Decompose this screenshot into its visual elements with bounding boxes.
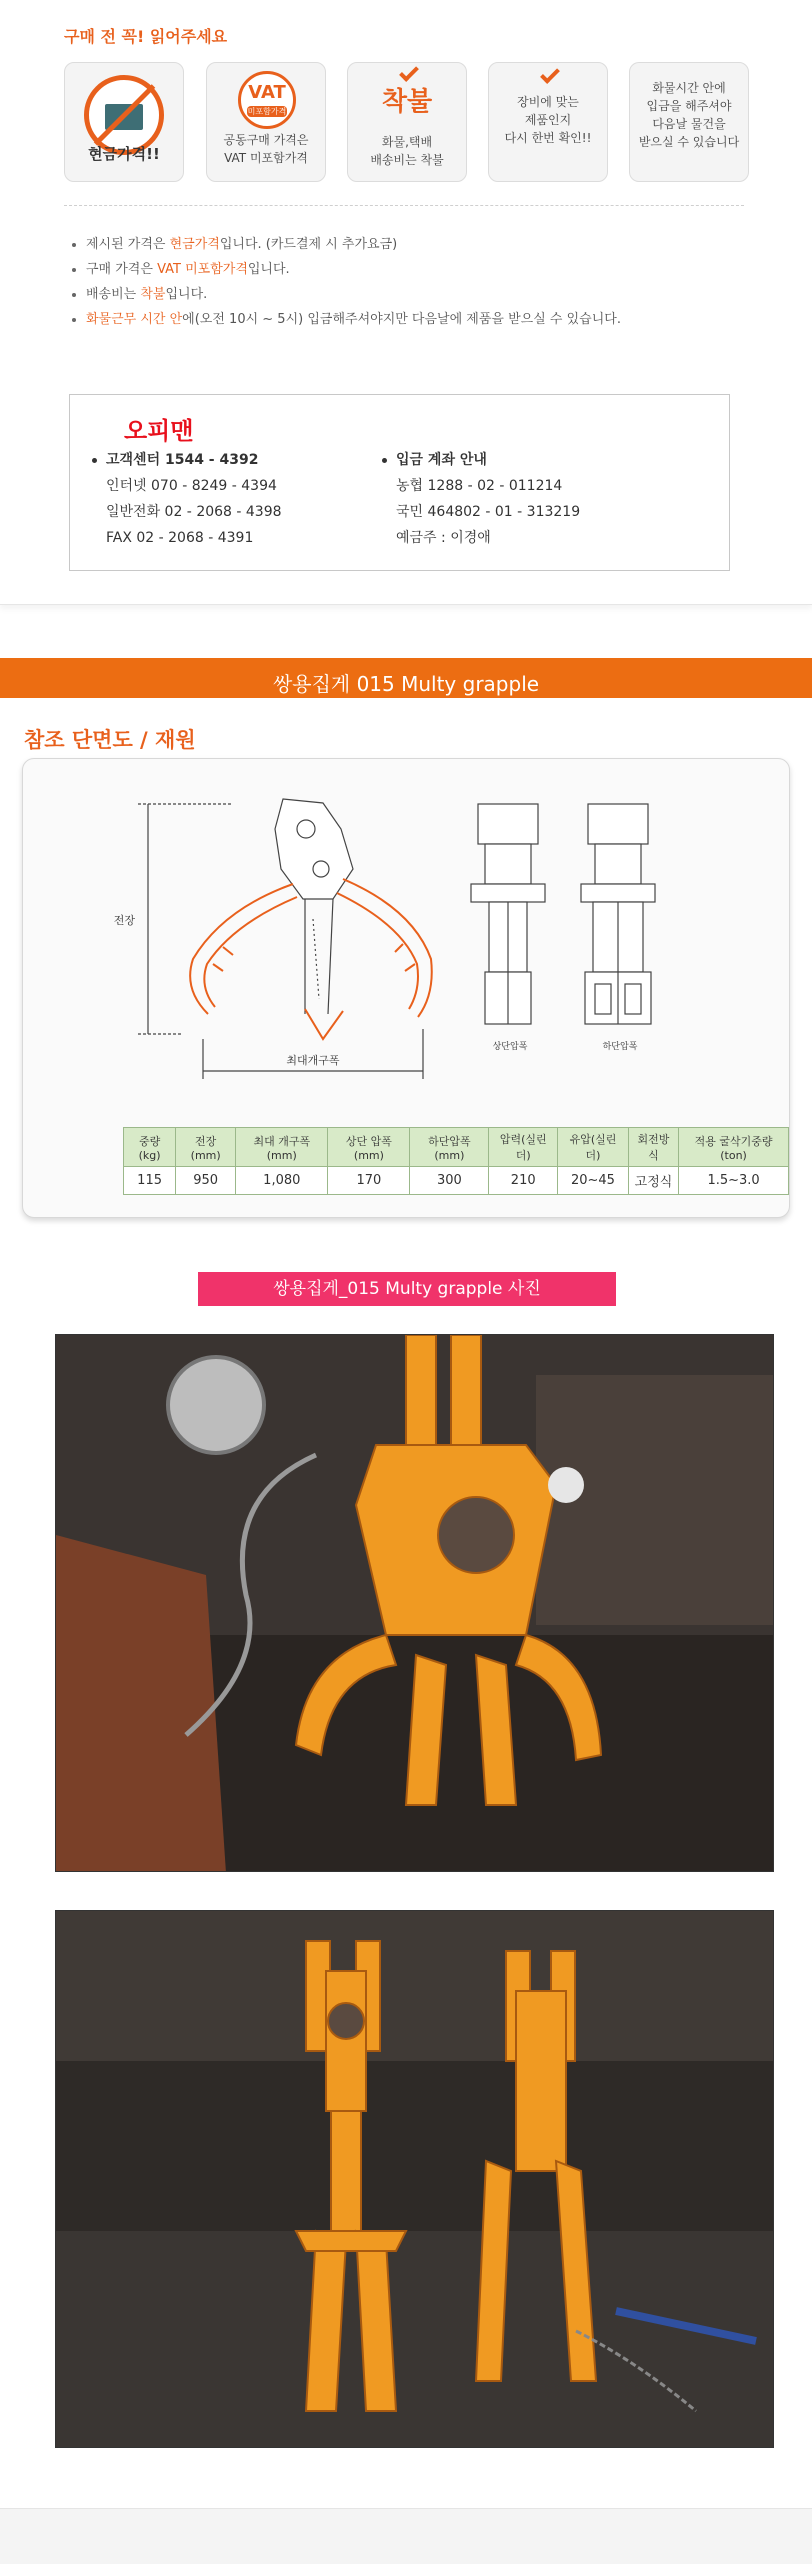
vat-line1: 공동구매 가격은 xyxy=(223,133,309,147)
spec-header: 회전방식 xyxy=(628,1128,678,1167)
spec-header: 중량(kg) xyxy=(124,1128,176,1167)
page-footer-band xyxy=(0,2508,812,2564)
spec-header: 하단압폭(mm) xyxy=(410,1128,489,1167)
customer-center-info xyxy=(106,447,282,551)
deposit-time-card xyxy=(629,62,749,182)
spec-header: 최대 개구폭(mm) xyxy=(236,1128,328,1167)
purchase-notice-section xyxy=(0,0,812,605)
account-holder: 예금주 : 이경애 xyxy=(396,530,491,546)
cod-badge: 착불 xyxy=(381,87,433,117)
account-nh: 농협 1288 - 02 - 011214 xyxy=(396,478,563,494)
cod-shipping-card xyxy=(347,62,467,182)
compatibility-card xyxy=(488,62,608,182)
notice-title: 구매 전 꼭! 읽어주세요 xyxy=(64,27,228,46)
spec-header-row xyxy=(124,1128,789,1167)
cash-price-label: 현금가격!! xyxy=(88,145,160,163)
bullet-item: 구매 가격은 VAT 미포함가격입니다. xyxy=(72,257,621,282)
product-photo-2 xyxy=(55,1910,774,2448)
cod-line2: 배송비는 착불 xyxy=(370,153,444,167)
photo-section-label: 쌍용집게_015 Multy grapple 사진 xyxy=(198,1272,616,1306)
cod-line1: 화물,택배 xyxy=(381,135,433,149)
check-icon xyxy=(540,64,560,84)
spec-cell: 115 xyxy=(124,1167,176,1195)
vat-line2: VAT 미포함가격 xyxy=(224,151,308,165)
spec-cell: 20~45 xyxy=(558,1167,629,1195)
phone-internet: 인터넷 070 - 8249 - 4394 xyxy=(106,478,277,494)
spec-header: 상단 압폭(mm) xyxy=(328,1128,410,1167)
bottom-width-label: 하단압폭 xyxy=(602,1042,638,1052)
product-photo-1 xyxy=(55,1334,774,1872)
notice-bullet-list xyxy=(72,232,621,332)
bullet-item: 제시된 가격은 현금가격입니다. (카드결제 시 추가요금) xyxy=(72,232,621,257)
spec-cell: 1.5~3.0 xyxy=(679,1167,789,1195)
spec-header: 압력(실린더) xyxy=(489,1128,558,1167)
spec-header: 적용 굴삭기중량(ton) xyxy=(679,1128,789,1167)
product-title: 쌍용집게 015 Multy grapple xyxy=(272,672,540,696)
check-icon xyxy=(399,62,419,82)
vat-card xyxy=(206,62,326,182)
deposit-line2: 입금을 해주셔야 xyxy=(646,99,732,113)
spec-cell: 300 xyxy=(410,1167,489,1195)
bullet-item: 화물근무 시간 안에(오전 10시 ~ 5시) 입금해주셔야지만 다음날에 제품을 받으실 수 있습니다. xyxy=(72,307,621,332)
vat-icon: VAT 미포함가격 xyxy=(238,71,296,129)
deposit-line1: 화물시간 안에 xyxy=(652,81,726,95)
spec-cell: 210 xyxy=(489,1167,558,1195)
customer-center-head: 고객센터 1544 - 4392 xyxy=(106,447,282,473)
deposit-line3: 다음날 물건을 xyxy=(652,117,726,131)
cash-price-card xyxy=(64,62,184,182)
bullet-item: 배송비는 착불입니다. xyxy=(72,282,621,307)
height-label: 전장 xyxy=(113,914,135,927)
compat-line2: 제품인지 xyxy=(524,113,572,127)
reference-title: 참조 단면도 / 재원 xyxy=(24,728,196,752)
divider xyxy=(64,205,744,206)
spec-cell: 950 xyxy=(176,1167,236,1195)
spec-header: 유압(실린더) xyxy=(558,1128,629,1167)
spec-cell: 1,080 xyxy=(236,1167,328,1195)
product-header-bar xyxy=(0,658,812,698)
no-cash-icon xyxy=(84,75,164,155)
spec-cell: 170 xyxy=(328,1167,410,1195)
spec-header: 전장(mm) xyxy=(176,1128,236,1167)
fax-number: FAX 02 - 2068 - 4391 xyxy=(106,530,254,546)
spec-table xyxy=(123,1127,789,1195)
contact-box xyxy=(69,394,730,571)
top-width-label: 상단압폭 xyxy=(492,1042,528,1052)
bank-account-head: 입금 계좌 안내 xyxy=(396,447,580,473)
brand-name: 오피맨 xyxy=(124,417,194,445)
compat-line3: 다시 한번 확인!! xyxy=(504,131,592,145)
account-kb: 국민 464802 - 01 - 313219 xyxy=(396,504,581,520)
compat-line1: 장비에 맞는 xyxy=(517,95,579,109)
spec-value-row xyxy=(124,1167,789,1195)
drawing-panel xyxy=(22,758,790,1218)
deposit-line4: 받으실 수 있습니다 xyxy=(638,135,740,149)
spec-cell: 고정식 xyxy=(628,1167,678,1195)
bank-account-info xyxy=(396,447,580,551)
phone-general: 일반전화 02 - 2068 - 4398 xyxy=(106,504,282,520)
open-width-label: 최대개구폭 xyxy=(286,1054,340,1067)
